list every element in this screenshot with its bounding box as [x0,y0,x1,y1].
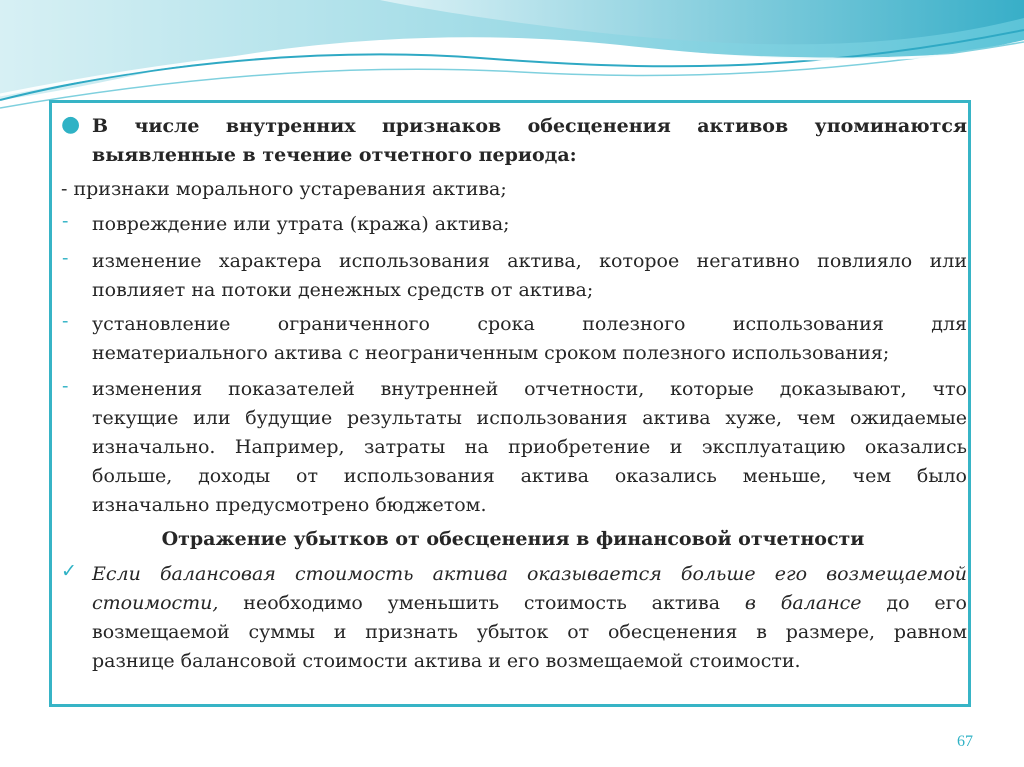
checkmark-icon: ✓ [61,560,77,582]
list-item-change-line1: изменение характера использования актива, которое негативно повлияло или [92,250,967,272]
list-item-indicators-line5: изначально предусмотрено бюджетом. [92,494,487,516]
check-item-line3: возмещаемой суммы и признать убыток от обесценения в размере, равном [92,621,967,643]
list-item-indicators-line4: больше, доходы от использования актива оказались меньше, чем было [92,465,967,487]
list-item-limit-line1: установление ограниченного срока полезного использования для [92,313,967,335]
dash-marker: - [62,310,69,332]
check-item-line4: разнице балансовой стоимости актива и его возмещаемой стоимости. [92,650,801,672]
check-item-normal-a: необходимо уменьшить стоимость актива [218,592,745,614]
bullet-intro-line1: В числе внутренних признаков обесценения активов упоминаются [92,115,967,137]
list-item-indicators [92,375,967,520]
bullet-dot-icon: ● [61,112,81,137]
check-item-line2 [92,589,967,618]
page-number: 67 [957,733,973,750]
list-item-change-line2: повлияет на потоки денежных средств от актива; [92,279,594,301]
list-item-indicators-line3: изначально. Например, затраты на приобретение и эксплуатацию оказались [92,436,967,458]
section-heading: Отражение убытков от обесценения в финансовой отчетности [161,528,865,550]
list-item-limit-line2: нематериального актива с неограниченным сроком полезного использования; [92,342,890,364]
dash-marker: - [62,375,69,397]
bullet-intro-line2: выявленные в течение отчетного периода: [92,144,577,166]
list-item-change [92,247,967,305]
check-item-italic-a: стоимости, [92,592,219,614]
check-item [92,560,967,676]
list-item-moral: - признаки морального устаревания актива; [61,178,507,200]
check-item-italic-b: в балансе [744,592,862,614]
content-frame [49,100,971,707]
list-item-damage: повреждение или утрата (кража) актива; [92,213,510,235]
dash-marker: - [62,210,69,232]
dash-marker: - [62,247,69,269]
list-item-indicators-line1: изменения показателей внутренней отчетности, которые доказывают, что [92,378,967,400]
check-item-line1: Если балансовая стоимость актива оказывается больше его возмещаемой [92,563,967,585]
check-item-normal-b: до его [861,592,967,614]
list-item-indicators-line2: текущие или будущие результаты использования актива хуже, чем ожидаемые [92,407,967,429]
list-item-limit [92,310,967,368]
